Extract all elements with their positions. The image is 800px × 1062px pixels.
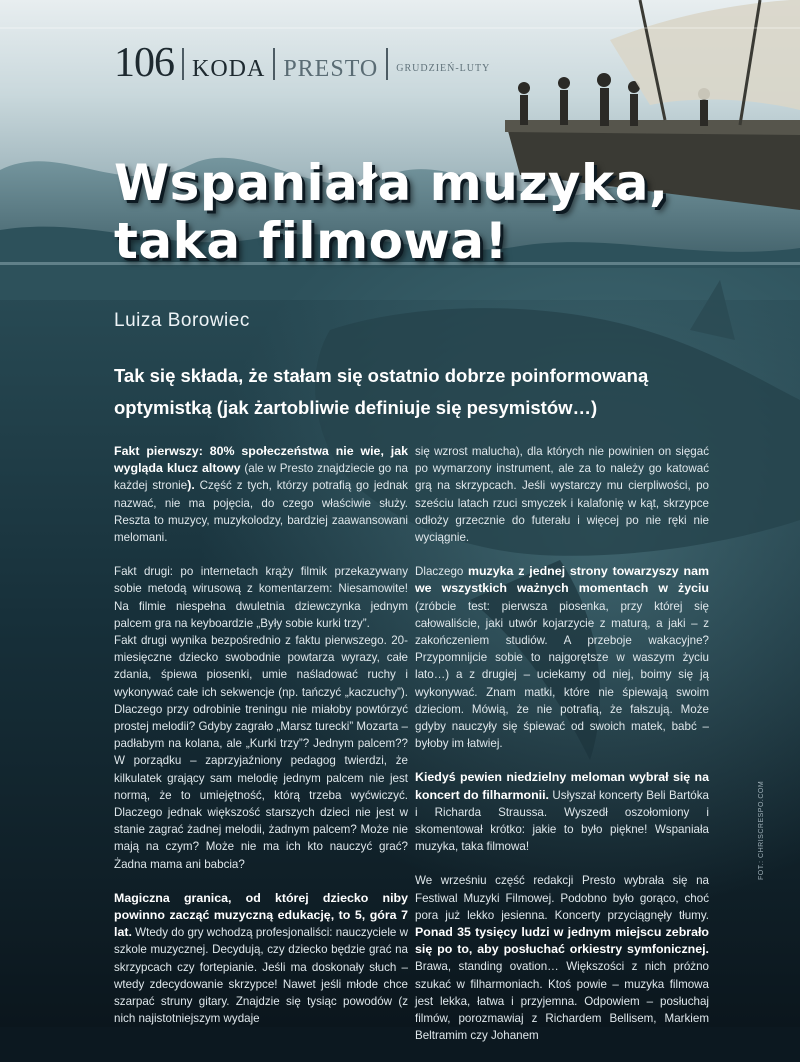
text-run: (ale w Presto znajdziecie go na każdej stronie [114, 462, 408, 493]
title-line-2: taka filmowa! [114, 212, 508, 270]
running-header [114, 34, 490, 84]
paragraph [114, 443, 408, 546]
paragraph [415, 872, 709, 1044]
paragraph [415, 563, 709, 752]
text-run: (zróbcie test: pierwsza piosenka, przy której się całowaliście, jaki utwór kojarzycie z maturą, a jaki – z zakończeniem studiów. A przeboje wakacyjne? Przypomnijcie sobie to najgorętsze w waszym życiu lato…) a z drugiej – uciekamy od niej, boimy się ją wykonywać. Znam matki, które nie śpiewają swoim dzieciom. Mówią, że nie potrafią, że fałszują. Może gdyby nauczyły się śpiewać od swoich matek, babć – byłoby im łatwiej. [415, 599, 709, 751]
text-run: We wrześniu część redakcji Presto wybrała się na Festiwal Muzyki Filmowej. Podobno było gorąco, choć pora już lekko jesienna. Koncerty przyciągnęły tłumy. [415, 874, 709, 922]
bold-phrase: Magiczna granica, od której dziecko niby powinno zacząć muzyczną edukację, to 5, góra 7 lat. [114, 890, 408, 940]
article-lead: Tak się składa, że stałam się ostatnio dobrze poinformowaną optymistką (jak żartobliwie definiuje się pesymistów…) [114, 365, 649, 418]
text-run: Usłyszał koncerty Beli Bartóka i Richarda Straussa. Wyszedł oszołomiony i skomentował krótko: jakie to było piękne! Wspaniała muzyka, taka filmowa! [415, 788, 709, 854]
photo-credit: FOT.: CHRISCRESPO.COM [758, 780, 765, 880]
bold-phrase: Ponad 35 tysięcy ludzi w jednym miejscu zebrało się po to, aby posłuchać orkiestry symfonicznej. [415, 925, 709, 957]
paragraph [415, 769, 709, 855]
text-column-right [415, 443, 709, 1062]
paragraph: się wzrost malucha), dla których nie powinien on sięgać po wymarzony instrument, ale za to należy go katować grą na skrzypcach. Jeśli wystarczy mu cierpliwości, po sześciu latach rzuci smyczek i kalafonię w kąt, skrzypce odłoży grzecznie do futerału i więcej po nie ręki nie wyciągnie. [415, 445, 709, 545]
page-number: 106 [114, 40, 174, 86]
title-line-1: Wspaniała muzyka, [114, 154, 669, 212]
bold-phrase: ). [187, 478, 195, 493]
text-column-left [114, 443, 408, 1045]
text-run: Wtedy do gry wchodzą profesjonaliści: nauczyciele w szkole muzycznej. Decydują, czy dziecko będzie grać na skrzypcach czy fortepianie. Jeśli ma doskonały słuch – wtedy zdecydowanie skrzypce! Nawet jeśli młode chce szarpać struny gitary. Znajdzie się tysiąc powodów (z nich najistotniejszym wydaje [114, 926, 408, 1026]
header-divider [273, 48, 275, 80]
header-divider [182, 48, 184, 80]
bold-phrase: Kiedyś pewien niedzielny meloman wybrał się na koncert do filharmonii. [415, 770, 709, 802]
paragraph: Fakt drugi: po internetach krąży filmik przekazywany sobie metodą wirusową z komentarzem: Niesamowite! Na filmie niespełna dwuletnia dziewczynka jednym palcem gra na keyboardzie „Były sobie kurki trzy”. [114, 565, 408, 630]
bold-phrase: Fakt pierwszy: 80% społeczeństwa nie wie, jak wygląda klucz altowy [114, 444, 408, 476]
paragraph [114, 890, 408, 1028]
bold-phrase: muzyka z jednej strony towarzyszy nam we wszystkich ważnych momentach w życiu [415, 564, 710, 596]
text-run: Brawa, standing ovation… Większości z nich próżno szukać w filharmoniach. Ktoś powie – muzyka filmowa jest lekka, łatwa i przyjemna. Odpowiem – posłuchaj filmów, porozmawiaj z Richardem Bellisem, Markiem Beltramim czy Johanem [415, 960, 709, 1043]
article-title [114, 154, 734, 270]
magazine-name: PRESTO [283, 56, 379, 82]
article-author: Luiza Borowiec [114, 310, 250, 331]
paragraph: Fakt drugi wynika bezpośrednio z faktu pierwszego. 20-miesięczne dziecko swobodnie powtarza wyrazy, całe zdania, śpiewa piosenki, umie naśladować ruchy i wykonywać całe ich sekwencje (np. tańczyć „kaczuchy”). Dlaczego przy odrobinie treningu nie miałoby powtórzyć prostej melodii? Gdyby zagrało „Marsz turecki” Mozarta – padłabym na kolana, ale „Kurki trzy”? Jednym palcem?? W porządku – zaprzyjaźniony pedagog twierdzi, że kilkulatek grający sam melodię jednym palcem nie jest normą, że to umiejętność, którą trzeba wyćwiczyć. Dlaczego jednak większość starszych dzieci nie jest w stanie zagrać żadnej melodii, żadnym palcem? Może nie mają na czym? Może nie ma ich kto nauczyć grać? Żadna mama ani babcia? [114, 634, 408, 871]
header-divider [386, 48, 388, 80]
issue-date: GRUDZIEŃ-LUTY [396, 63, 491, 74]
text-run: Część z tych, którzy potrafią go jednak nazwać, nie ma pojęcia, do czego właściwie służy. Reszta to muzycy, muzykolodzy, bardziej zaawansowani melomani. [114, 479, 408, 545]
section-name: KODA [192, 56, 266, 82]
text-run: Dlaczego [415, 565, 468, 579]
